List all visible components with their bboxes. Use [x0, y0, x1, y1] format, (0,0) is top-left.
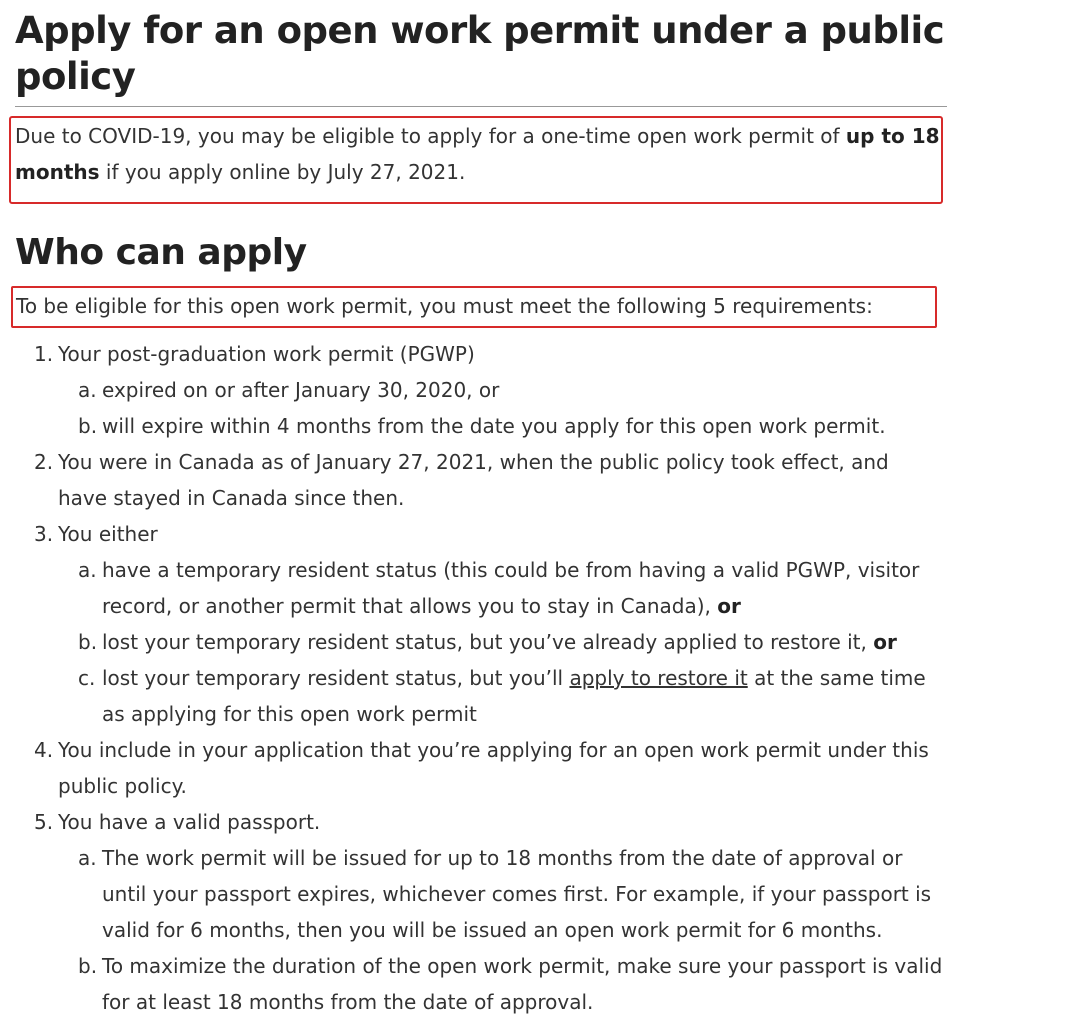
requirement-subitem [0, 408, 944, 444]
requirement-item [0, 804, 938, 840]
requirement-number: 3. [34, 522, 54, 546]
subitem-text: The work permit will be issued for up to 18 months from the date of approval or until your passport expires, whichever comes first. For example, if your passport is valid for 6 months, then you will be issued an open work permit for 6 months. [102, 846, 932, 942]
requirement-text: You include in your application that you’re applying for an open work permit under this public policy. [58, 738, 929, 798]
subitem-text: at the same time as applying for this open work permit [102, 666, 926, 726]
subitem-letter: b. [78, 954, 98, 978]
subitem-letter: b. [78, 414, 98, 438]
requirement-subitem [0, 840, 944, 948]
requirement-item [0, 444, 938, 516]
lead-paragraph [15, 118, 940, 190]
subitem-letter: a. [78, 846, 97, 870]
page-title: Apply for an open work permit under a public policy [15, 9, 945, 98]
requirement-subitem [0, 372, 944, 408]
requirement-subitem [0, 624, 944, 660]
requirement-text: Your post-graduation work permit (PGWP) [58, 342, 475, 366]
lead-text-1: Due to COVID-19, you may be eligible to apply for a one-time open work permit of [15, 124, 846, 148]
requirement-item [0, 732, 938, 804]
requirement-item [0, 516, 938, 552]
subitem-text: have a temporary resident status (this could be from having a valid PGWP, visitor record, or another permit that allows you to stay in Canada), [102, 558, 920, 618]
subitem-text: To maximize the duration of the open work permit, make sure your passport is valid for at least 18 months from the date of approval. [102, 954, 943, 1014]
requirement-number: 5. [34, 810, 54, 834]
requirement-number: 2. [34, 450, 54, 474]
requirement-subitem [0, 660, 944, 732]
lead-bold: up to 18 months [15, 124, 940, 184]
subitem-text: lost your temporary resident status, but you’ve already applied to restore it, [102, 630, 874, 654]
subitem-letter: c. [78, 666, 96, 690]
requirement-subitem [0, 948, 944, 1020]
apply-to-restore-link[interactable]: apply to restore it [569, 666, 748, 690]
requirement-number: 1. [34, 342, 54, 366]
requirement-text: You either [58, 522, 158, 546]
subitem-text: will expire within 4 months from the date you apply for this open work permit. [102, 414, 886, 438]
requirement-text: You have a valid passport. [58, 810, 321, 834]
subitem-bold-or: or [717, 594, 741, 618]
subitem-bold-or: or [873, 630, 897, 654]
subitem-text: expired on or after January 30, 2020, or [102, 378, 500, 402]
requirement-text: You were in Canada as of January 27, 2021, when the public policy took effect, and have stayed in Canada since then. [58, 450, 889, 510]
subitem-letter: b. [78, 630, 98, 654]
lead-text-2: if you apply online by July 27, 2021. [99, 160, 466, 184]
subitem-letter: a. [78, 558, 97, 582]
requirement-subitem [0, 552, 944, 624]
requirements-list [0, 336, 1000, 1020]
requirement-number: 4. [34, 738, 54, 762]
requirement-item [0, 336, 938, 372]
title-divider [15, 106, 947, 107]
subitem-letter: a. [78, 378, 97, 402]
section-heading: Who can apply [15, 232, 307, 273]
intro-paragraph: To be eligible for this open work permit, you must meet the following 5 requirements: [16, 294, 873, 318]
subitem-text: lost your temporary resident status, but you’ll [102, 666, 570, 690]
